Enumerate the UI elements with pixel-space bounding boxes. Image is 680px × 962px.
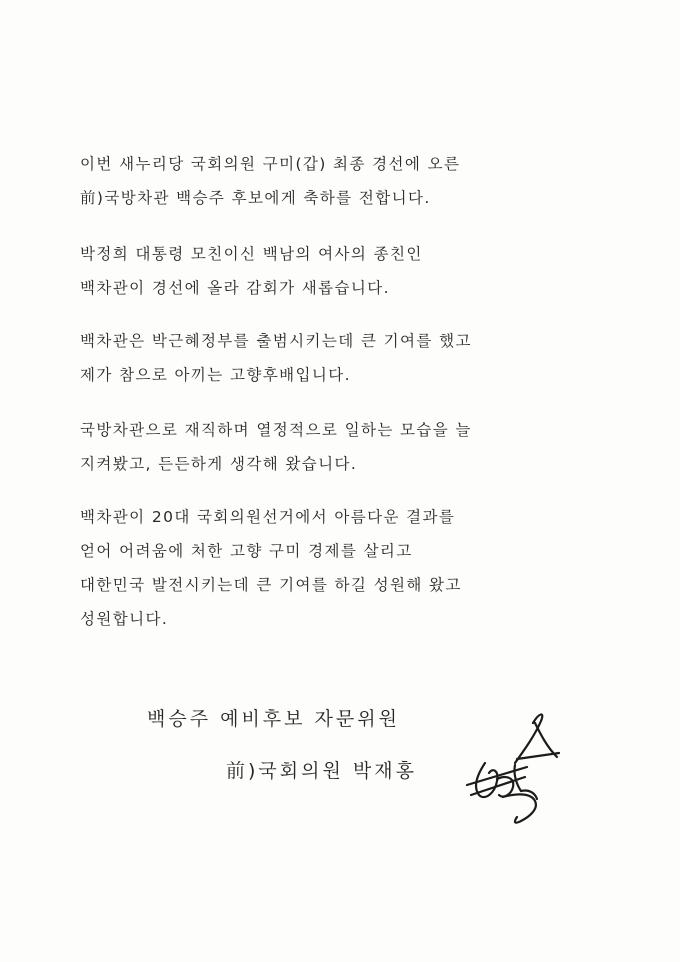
paragraph-line: 백차관이 20대 국회의원선거에서 아름다운 결과를: [80, 508, 456, 526]
paragraph-line: 얻어 어려움에 처한 고향 구미 경제를 살리고: [80, 542, 413, 560]
paragraph-contribution: [80, 324, 550, 392]
paragraph-line: 백차관은 박근혜정부를 출범시키는데 큰 기여를 했고: [80, 332, 472, 350]
paragraph-line: 국방차관으로 재직하며 열정적으로 일하는 모습을 늘: [80, 421, 472, 439]
paragraph-line: 이번 새누리당 국회의원 구미(갑) 최종 경선에 오른: [80, 155, 461, 173]
paragraph-line: 백차관이 경선에 올라 감회가 새롭습니다.: [80, 279, 390, 297]
closing-name: 前)국회의원 박재홍: [226, 760, 417, 782]
paragraph-line: 대한민국 발전시키는데 큰 기여를 하길 성원해 왔고: [80, 576, 462, 594]
paragraph-line: 박정희 대통령 모친이신 백남의 여사의 종친인: [80, 245, 423, 263]
paragraph-line: 성원합니다.: [80, 610, 169, 628]
paragraph-line: 지켜봤고, 든든하게 생각해 왔습니다.: [80, 455, 358, 473]
paragraph-line: 前)국방차관 백승주 후보에게 축하를 전합니다.: [80, 189, 431, 207]
handwritten-signature-icon: [455, 705, 570, 830]
paragraph-service: [80, 413, 550, 481]
closing-title: 백승주 예비후보 자문위원: [147, 708, 400, 730]
paragraph-congratulation: [80, 147, 550, 215]
paragraph-line: 제가 참으로 아끼는 고향후배입니다.: [80, 366, 351, 384]
paragraph-wishes: [80, 500, 550, 636]
paragraph-relation: [80, 237, 550, 305]
